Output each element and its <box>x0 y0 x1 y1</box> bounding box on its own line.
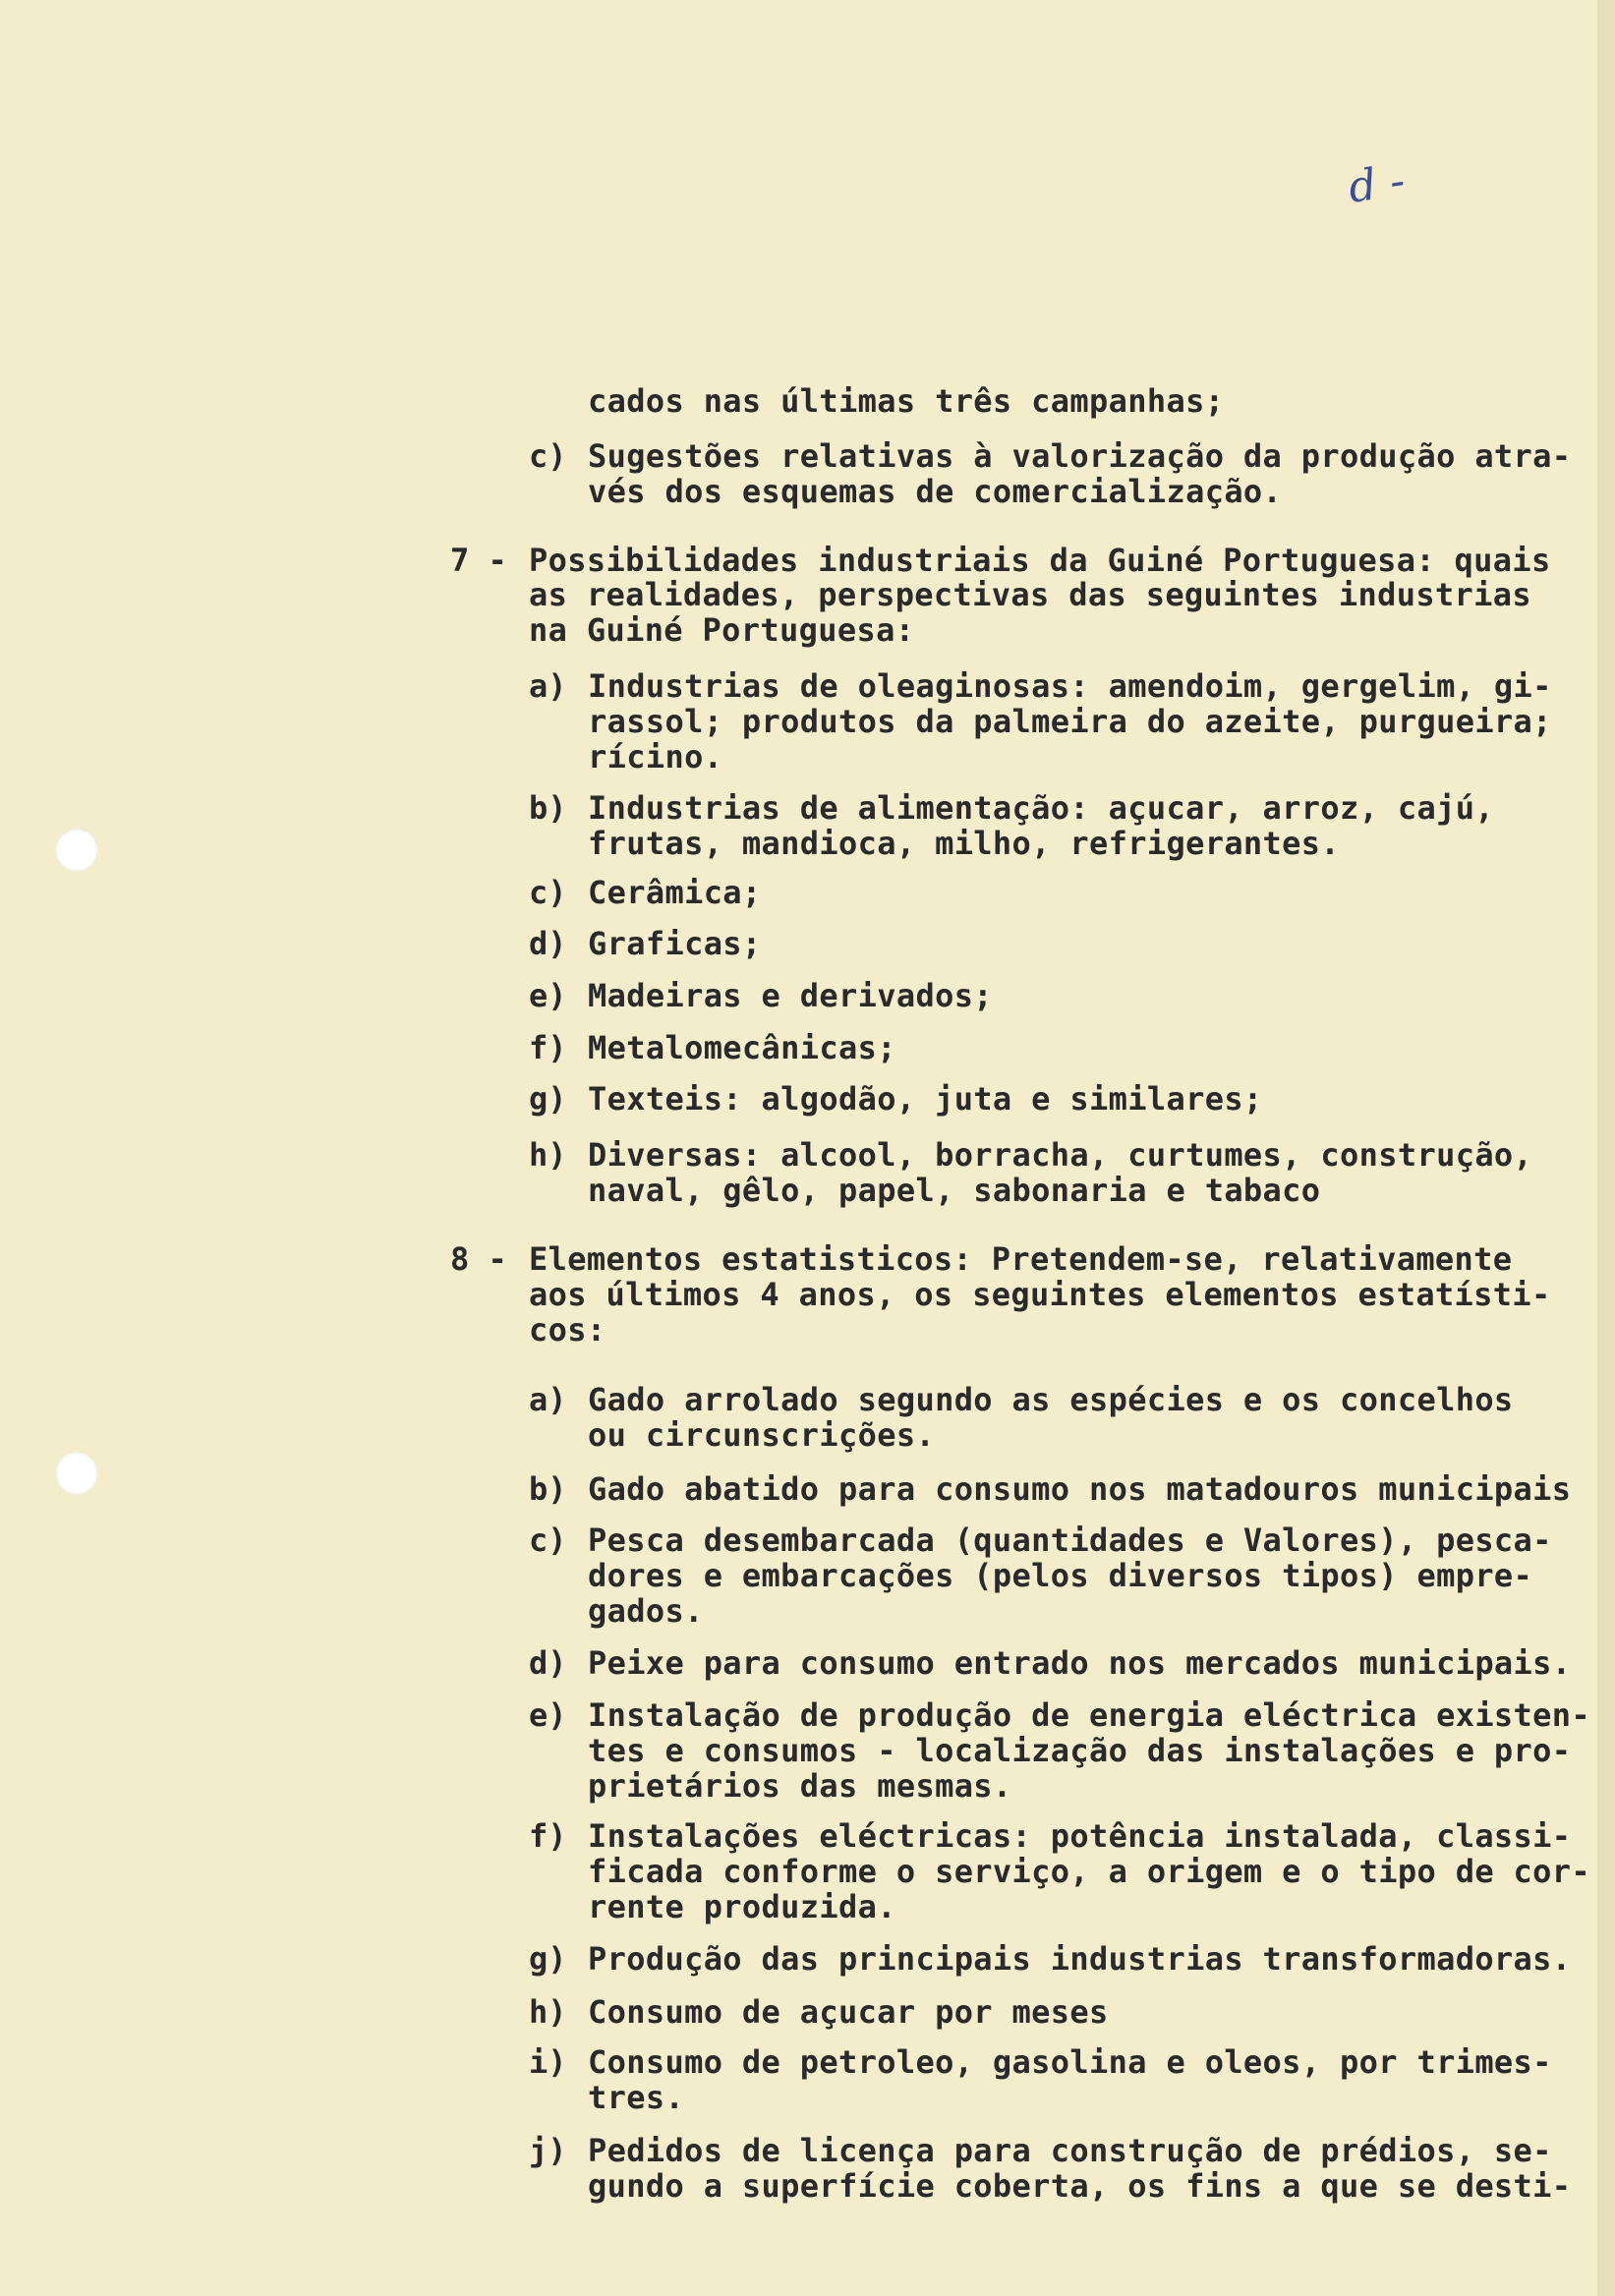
item-marker: f) <box>529 1817 567 1855</box>
item-text-line: Gado arrolado segundo as espécies e os concelhos <box>588 1381 1514 1418</box>
item-marker: i) <box>529 2043 567 2081</box>
item-text-line: tes e consumos - localização das instalações e pro- <box>588 1732 1572 1769</box>
item-text-line: Peixe para consumo entrado nos mercados municipais. <box>588 1644 1572 1682</box>
item-marker: a) <box>529 667 567 705</box>
item-marker: b) <box>529 789 567 827</box>
item-marker: g) <box>529 1940 567 1978</box>
item-marker: e) <box>529 1696 567 1734</box>
item-marker: g) <box>529 1080 567 1118</box>
item-marker: a) <box>529 1381 567 1418</box>
item-text-line: Cerâmica; <box>588 874 762 911</box>
punch-hole-top <box>55 829 98 872</box>
continuation-line: cados nas últimas três campanhas; <box>588 382 1225 420</box>
item-marker: b) <box>529 1470 567 1508</box>
item-text-line: ou circunscrições. <box>588 1416 936 1454</box>
item-text-line: Sugestões relativas à valorização da produção atra- <box>588 437 1572 475</box>
item-text-line: rassol; produtos da palmeira do azeite, purgueira; <box>588 703 1552 740</box>
item-text-line: Madeiras e derivados; <box>588 977 993 1014</box>
item-text-line: tres. <box>588 2079 685 2116</box>
section-heading-line: Elementos estatisticos: Pretendem-se, relativamente <box>529 1240 1513 1278</box>
item-text-line: Instalações eléctricas: potência instalada, classi- <box>588 1817 1572 1855</box>
item-text-line: rente produzida. <box>588 1888 896 1925</box>
punch-hole-bottom <box>55 1452 98 1495</box>
item-marker: c) <box>529 1521 567 1559</box>
item-marker: j) <box>529 2132 567 2169</box>
item-text-line: Graficas; <box>588 925 762 962</box>
page-edge <box>1600 0 1615 2296</box>
item-text-line: gundo a superfície coberta, os fins a que se desti- <box>588 2167 1572 2205</box>
item-marker: h) <box>529 1136 567 1174</box>
section-number-7: 7 - <box>450 542 507 579</box>
item-text-line: Produção das principais industrias transformadoras. <box>588 1940 1572 1978</box>
section-heading-line: Possibilidades industriais da Guiné Portuguesa: quais <box>529 542 1551 579</box>
item-marker: h) <box>529 1993 567 2031</box>
handwritten-page-mark: d - <box>1345 155 1409 213</box>
section-heading-line: aos últimos 4 anos, os seguintes elementos estatísti- <box>529 1276 1551 1313</box>
item-text-line: ficada conforme o serviço, a origem e o tipo de cor- <box>588 1853 1591 1890</box>
item-text-line: gados. <box>588 1592 704 1630</box>
item-text-line: Consumo de açucar por meses <box>588 1993 1109 2031</box>
item-text-line: vés dos esquemas de comercialização. <box>588 473 1283 510</box>
item-text-line: Diversas: alcool, borracha, curtumes, construção, <box>588 1136 1533 1174</box>
item-text-line: Gado abatido para consumo nos matadouros municipais <box>588 1470 1572 1508</box>
item-marker: e) <box>529 977 567 1014</box>
section-heading-line: cos: <box>529 1311 606 1349</box>
item-text-line: Industrias de oleaginosas: amendoim, gergelim, gi- <box>588 667 1552 705</box>
item-marker: c) <box>529 874 567 911</box>
item-text-line: naval, gêlo, papel, sabonaria e tabaco <box>588 1172 1321 1209</box>
item-text-line: Instalação de produção de energia eléctrica existen- <box>588 1696 1591 1734</box>
section-heading-line: na Guiné Portuguesa: <box>529 611 915 649</box>
item-text-line: Industrias de alimentação: açucar, arroz, cajú, <box>588 789 1494 827</box>
item-marker: d) <box>529 1644 567 1682</box>
item-marker: d) <box>529 925 567 962</box>
item-text-line: rícino. <box>588 738 723 775</box>
item-text-line: Consumo de petroleo, gasolina e oleos, por trimes- <box>588 2043 1552 2081</box>
item-marker: c) <box>529 437 567 475</box>
section-number-8: 8 - <box>450 1240 507 1278</box>
item-text-line: frutas, mandioca, milho, refrigerantes. <box>588 825 1341 862</box>
section-heading-line: as realidades, perspectivas das seguintes industrias <box>529 576 1532 613</box>
item-text-line: dores e embarcações (pelos diversos tipos) empre- <box>588 1557 1533 1594</box>
item-marker: f) <box>529 1029 567 1066</box>
item-text-line: prietários das mesmas. <box>588 1767 1012 1805</box>
item-text-line: Metalomecânicas; <box>588 1029 896 1066</box>
item-text-line: Pedidos de licença para construção de prédios, se- <box>588 2132 1552 2169</box>
item-text-line: Pesca desembarcada (quantidades e Valores), pesca- <box>588 1521 1552 1559</box>
item-text-line: Texteis: algodão, juta e similares; <box>588 1080 1263 1118</box>
